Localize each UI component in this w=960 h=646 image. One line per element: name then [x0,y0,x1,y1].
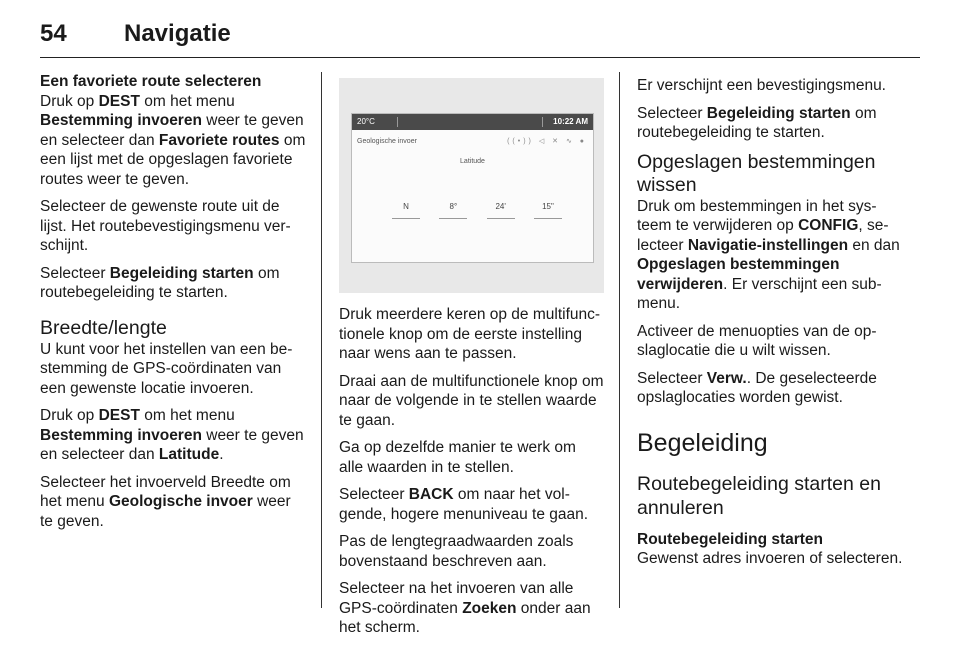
paragraph: Selecteer Verw.. De geselecteerde opslaglocaties worden gewist. [637,369,877,406]
paragraph: Druk op DEST om het menu Bestemming invoeren weer te geven en selecteer dan Latitude. [40,407,304,463]
coordinate-field[interactable]: N [392,197,420,219]
paragraph: U kunt voor het instellen van een bestemming de GPS-coördinaten van een gewenste locatie invoeren. [40,340,293,397]
paragraph: Selecteer BACK om naar het volgende, hogere menuniveau te gaan. [339,486,589,523]
paragraph: Druk om bestemmingen in het systeem te verwijderen op CONFIG, selecteer Navigatie-instellingen en dan Opgeslagen bestemmingen verwijderen. Er verschijnt een submenu. [637,197,900,312]
header-rule [40,57,920,58]
paragraph: Draai aan de multifunctionele knop om naar de volgende in te stellen waarde te gaan. [339,372,604,429]
paragraph: Druk op DEST om het menu Bestemming invoeren weer te geven en selecteer dan Favoriete routes om een lijst met de opgeslagen favoriete routes weer te geven. [40,92,306,188]
screen-status-bar [352,114,593,130]
paragraph: Selecteer het invoerveld Breedte om het menu Geologische invoer weer te geven. [40,473,291,530]
coordinate-field[interactable]: 15" [534,197,562,219]
paragraph: Druk meerdere keren op de multifunctionele knop om de eerste instelling naar wens aan te passen. [339,306,601,362]
paragraph: Gewenst adres invoeren of selecteren. [637,550,903,567]
screen-illustration [339,78,604,293]
paragraph: Er verschijnt een bevestigingsmenu. [637,77,886,94]
column-middle [339,72,604,646]
chapter-heading: Begeleiding [637,428,768,457]
paragraph: Activeer de menuopties van de opslaglocatie die u wilt wissen. [637,322,877,359]
paragraph: Ga op dezelfde manier te werk om alle waarden in te stellen. [339,439,576,476]
paragraph: Selecteer de gewenste route uit de lijst. Het routebevestigingsmenu verschijnt. [40,198,291,254]
column-divider [619,72,620,608]
infotainment-screen [351,113,594,263]
paragraph: Selecteer Begeleiding starten om routebegeleiding te starten. [637,104,877,141]
clock-readout: 10:22 AM [553,117,588,126]
column-left [40,72,306,539]
coordinate-field[interactable]: 24' [487,197,515,219]
subsection-heading: Routebegeleiding starten [637,530,824,548]
coordinate-fields [392,197,562,219]
paragraph: Selecteer Begeleiding starten om routebegeleiding te starten. [40,264,280,301]
status-icons: ((•)) ◁ ✕ ∿ ● [507,138,587,145]
paragraph: Selecteer na het invoeren van alle GPS-coördinaten Zoeken onder aan het scherm. [339,580,591,636]
page-header [40,14,231,54]
section-heading: Een favoriete route selecteren [40,73,262,90]
column-right [637,76,903,577]
field-label: Latitude [460,158,485,165]
page-number: 54 [40,20,67,47]
section-heading: Breedte/lengte [40,316,167,339]
chapter-title: Navigatie [124,20,231,47]
column-divider [321,72,322,608]
temperature-readout: 20°C [357,117,375,126]
section-heading: Routebegeleiding starten en annuleren [637,472,881,519]
coordinate-field[interactable]: 8° [439,197,467,219]
section-heading: Opgeslagen bestemmingen wissen [637,150,876,196]
paragraph: Pas de lengtegraadwaarden zoals bovenstaand beschreven aan. [339,533,574,570]
screen-title: Geologische invoer [357,138,417,145]
